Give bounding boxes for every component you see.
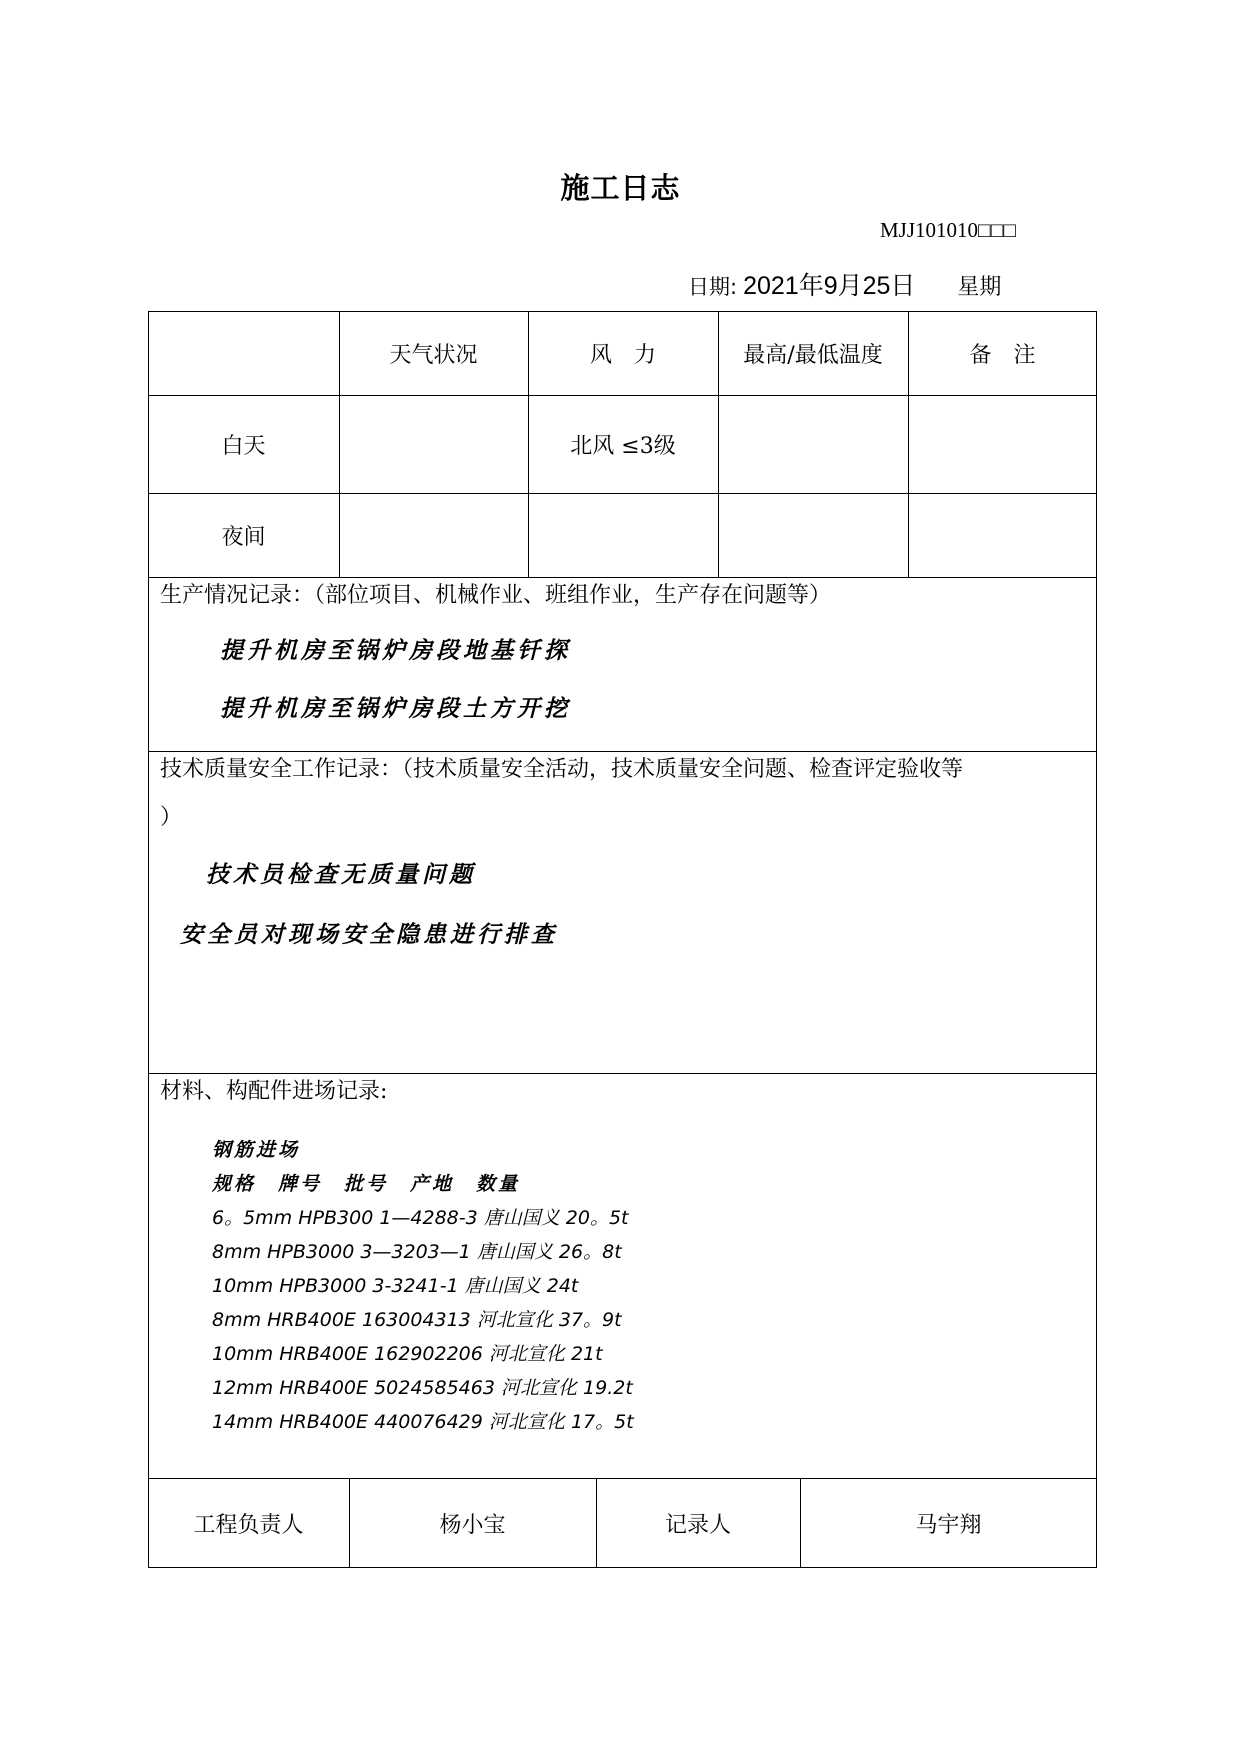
row-label-night: 夜间 [221, 524, 266, 550]
production-entry: 提升机房至锅炉房段地基钎探 [220, 638, 571, 664]
quality-safety-entry: 技术员检查无质量问题 [206, 862, 476, 888]
date-row [688, 266, 1001, 302]
production-label: 生产情况记录：（部位项目、机械作业、班组作业，生产存在问题等） [160, 583, 832, 608]
materials-line: 10mm HPB3000 3-3241-1 唐山国义 24t [212, 1275, 579, 1297]
recorder-label: 记录人 [664, 1512, 731, 1538]
header-wind: 风 力 [589, 342, 656, 368]
materials-line: 6。5mm HPB300 1—4288-3 唐山国义 20。5t [212, 1207, 629, 1229]
materials-heading: 钢筋进场 [212, 1139, 301, 1161]
date-label: 日期: [688, 275, 738, 299]
engineer-label: 工程负责人 [193, 1512, 304, 1538]
quality-safety-entry: 安全员对现场安全隐患进行排查 [180, 922, 558, 948]
production-entry: 提升机房至锅炉房段土方开挖 [220, 696, 571, 722]
form-code: MJJ101010□□□ [880, 218, 1017, 242]
day-weather [339, 395, 528, 493]
quality-safety-label-end: ） [160, 805, 183, 830]
weekday-label: 星期 [957, 275, 1002, 300]
night-remarks [908, 493, 1097, 577]
night-temperature [718, 493, 908, 577]
header-weather: 天气状况 [389, 342, 478, 368]
day-wind: 北风 ≤3级 [570, 433, 676, 459]
night-weather [339, 493, 528, 577]
engineer-name: 杨小宝 [439, 1512, 506, 1538]
row-label-day: 白天 [221, 433, 266, 459]
materials-line: 8mm HPB3000 3—3203—1 唐山国义 26。8t [212, 1241, 622, 1263]
materials-label: 材料、构配件进场记录: [160, 1079, 388, 1104]
materials-line: 10mm HRB400E 162902206 河北宣化 21t [212, 1343, 603, 1365]
night-wind [528, 493, 718, 577]
day-temperature [718, 395, 908, 493]
materials-line: 12mm HRB400E 5024585463 河北宣化 19.2t [212, 1377, 633, 1399]
header-temperature: 最高/最低温度 [743, 342, 883, 368]
date-value: 2021年9月25日 [743, 272, 916, 300]
quality-safety-label: 技术质量安全工作记录：（技术质量安全活动，技术质量安全问题、检查评定验收等 [160, 757, 964, 782]
materials-line: 14mm HRB400E 440076429 河北宣化 17。5t [212, 1411, 634, 1433]
recorder-name: 马宇翔 [915, 1512, 982, 1538]
materials-line: 8mm HRB400E 163004313 河北宣化 37。9t [212, 1309, 622, 1331]
header-remarks: 备 注 [969, 342, 1036, 368]
materials-columns: 规格 牌号 批号 产地 数量 [212, 1173, 521, 1195]
document-title: 施工日志 [560, 171, 681, 205]
day-remarks [908, 395, 1097, 493]
header-blank [148, 311, 339, 395]
